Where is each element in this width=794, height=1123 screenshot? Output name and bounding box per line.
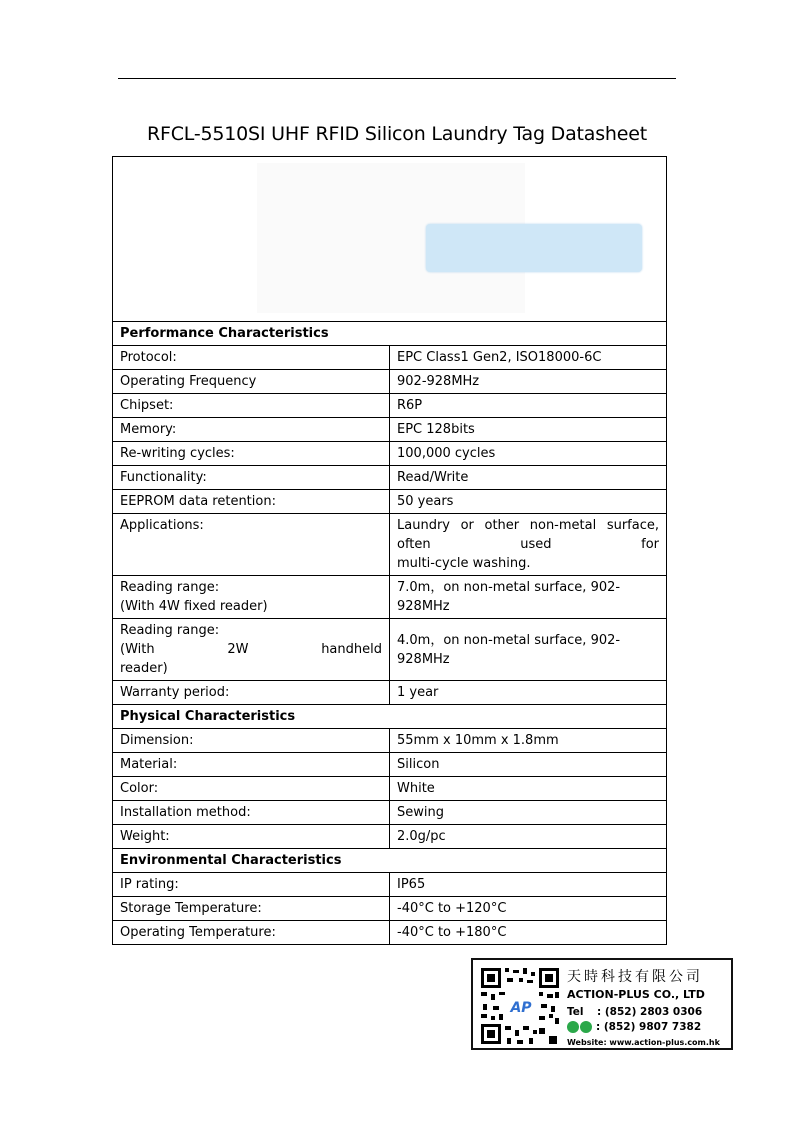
- table-row: [113, 394, 667, 418]
- row-label: [113, 619, 390, 681]
- website: Website: www.action-plus.com.hk: [567, 1038, 720, 1047]
- row-label: Chipset:: [113, 394, 390, 418]
- table-row: [113, 490, 667, 514]
- table-row: [113, 825, 667, 849]
- table-row: [113, 514, 667, 576]
- section-physical: Physical Characteristics: [113, 705, 667, 729]
- product-image-row: [113, 157, 667, 322]
- table-row: [113, 619, 667, 681]
- tel-number: : (852) 2803 0306: [597, 1006, 703, 1018]
- table-row: [113, 576, 667, 619]
- company-name-english: ACTION-PLUS CO., LTD: [567, 988, 705, 1001]
- applications-line-2: multi-cycle washing.: [397, 556, 531, 571]
- table-row: [113, 729, 667, 753]
- row-label: EEPROM data retention:: [113, 490, 390, 514]
- range-fixed-label-1: Reading range:: [120, 580, 220, 595]
- tel-label: Tel: [567, 1006, 584, 1018]
- wechat-icon: [580, 1021, 592, 1033]
- row-value: Silicon: [390, 753, 667, 777]
- document-title: RFCL-5510SI UHF RFID Silicon Laundry Tag Datasheet: [147, 123, 647, 145]
- contact-card: [471, 958, 733, 1050]
- section-row: [113, 322, 667, 346]
- table-row: [113, 346, 667, 370]
- row-label: Installation method:: [113, 801, 390, 825]
- product-image-cell: [113, 157, 667, 322]
- table-row: [113, 442, 667, 466]
- phone-row: [567, 1006, 702, 1018]
- row-label: Functionality:: [113, 466, 390, 490]
- row-value: 902-928MHz: [390, 370, 667, 394]
- row-value: -40°C to +120°C: [390, 897, 667, 921]
- table-row: [113, 370, 667, 394]
- section-row: [113, 705, 667, 729]
- table-row: [113, 777, 667, 801]
- row-label: Memory:: [113, 418, 390, 442]
- row-label: Storage Temperature:: [113, 897, 390, 921]
- row-value: 2.0g/pc: [390, 825, 667, 849]
- range-handheld-label-3: reader): [120, 661, 168, 676]
- product-photo: [257, 163, 525, 313]
- table-row: [113, 753, 667, 777]
- range-handheld-label-2: (With 2W handheld: [120, 642, 382, 657]
- row-label: [113, 576, 390, 619]
- row-value: R6P: [390, 394, 667, 418]
- whatsapp-icon: [567, 1021, 579, 1033]
- section-row: [113, 849, 667, 873]
- row-label: Operating Temperature:: [113, 921, 390, 945]
- table-row: [113, 418, 667, 442]
- header-rule: [118, 78, 676, 79]
- silicon-tag-image: [426, 224, 642, 272]
- table-row: [113, 466, 667, 490]
- table-row: [113, 801, 667, 825]
- table-row: [113, 681, 667, 705]
- whatsapp-number: : (852) 9807 7382: [596, 1021, 702, 1033]
- range-handheld-label-1: Reading range:: [120, 623, 220, 638]
- row-value: Read/Write: [390, 466, 667, 490]
- row-value: 1 year: [390, 681, 667, 705]
- row-label: Operating Frequency: [113, 370, 390, 394]
- row-value: EPC 128bits: [390, 418, 667, 442]
- section-performance: Performance Characteristics: [113, 322, 667, 346]
- row-label: Protocol:: [113, 346, 390, 370]
- row-label: Applications:: [113, 514, 390, 576]
- row-value: 100,000 cycles: [390, 442, 667, 466]
- qr-logo-text: AP: [510, 1000, 532, 1016]
- row-value: 50 years: [390, 490, 667, 514]
- row-label: Warranty period:: [113, 681, 390, 705]
- row-label: IP rating:: [113, 873, 390, 897]
- row-value: 7.0m，on non-metal surface, 902-928MHz: [390, 576, 667, 619]
- section-environmental: Environmental Characteristics: [113, 849, 667, 873]
- row-label: Color:: [113, 777, 390, 801]
- table-row: [113, 921, 667, 945]
- applications-line-1: Laundry or other non-metal surface, often used for: [397, 518, 659, 552]
- row-value: [390, 514, 667, 576]
- company-name-chinese: 天時科技有限公司: [567, 969, 703, 985]
- row-value: 4.0m，on non-metal surface, 902-928MHz: [390, 619, 667, 681]
- table-row: [113, 873, 667, 897]
- row-value: Sewing: [390, 801, 667, 825]
- messaging-row: [567, 1021, 701, 1033]
- spec-table: [112, 156, 667, 945]
- row-value: 55mm x 10mm x 1.8mm: [390, 729, 667, 753]
- row-label: Re-writing cycles:: [113, 442, 390, 466]
- range-fixed-label-2: (With 4W fixed reader): [120, 599, 268, 614]
- row-value: EPC Class1 Gen2, ISO18000-6C: [390, 346, 667, 370]
- table-row: [113, 897, 667, 921]
- row-value: IP65: [390, 873, 667, 897]
- row-value: -40°C to +180°C: [390, 921, 667, 945]
- row-value: White: [390, 777, 667, 801]
- qr-code-icon: [479, 966, 561, 1046]
- row-label: Material:: [113, 753, 390, 777]
- row-label: Dimension:: [113, 729, 390, 753]
- row-label: Weight:: [113, 825, 390, 849]
